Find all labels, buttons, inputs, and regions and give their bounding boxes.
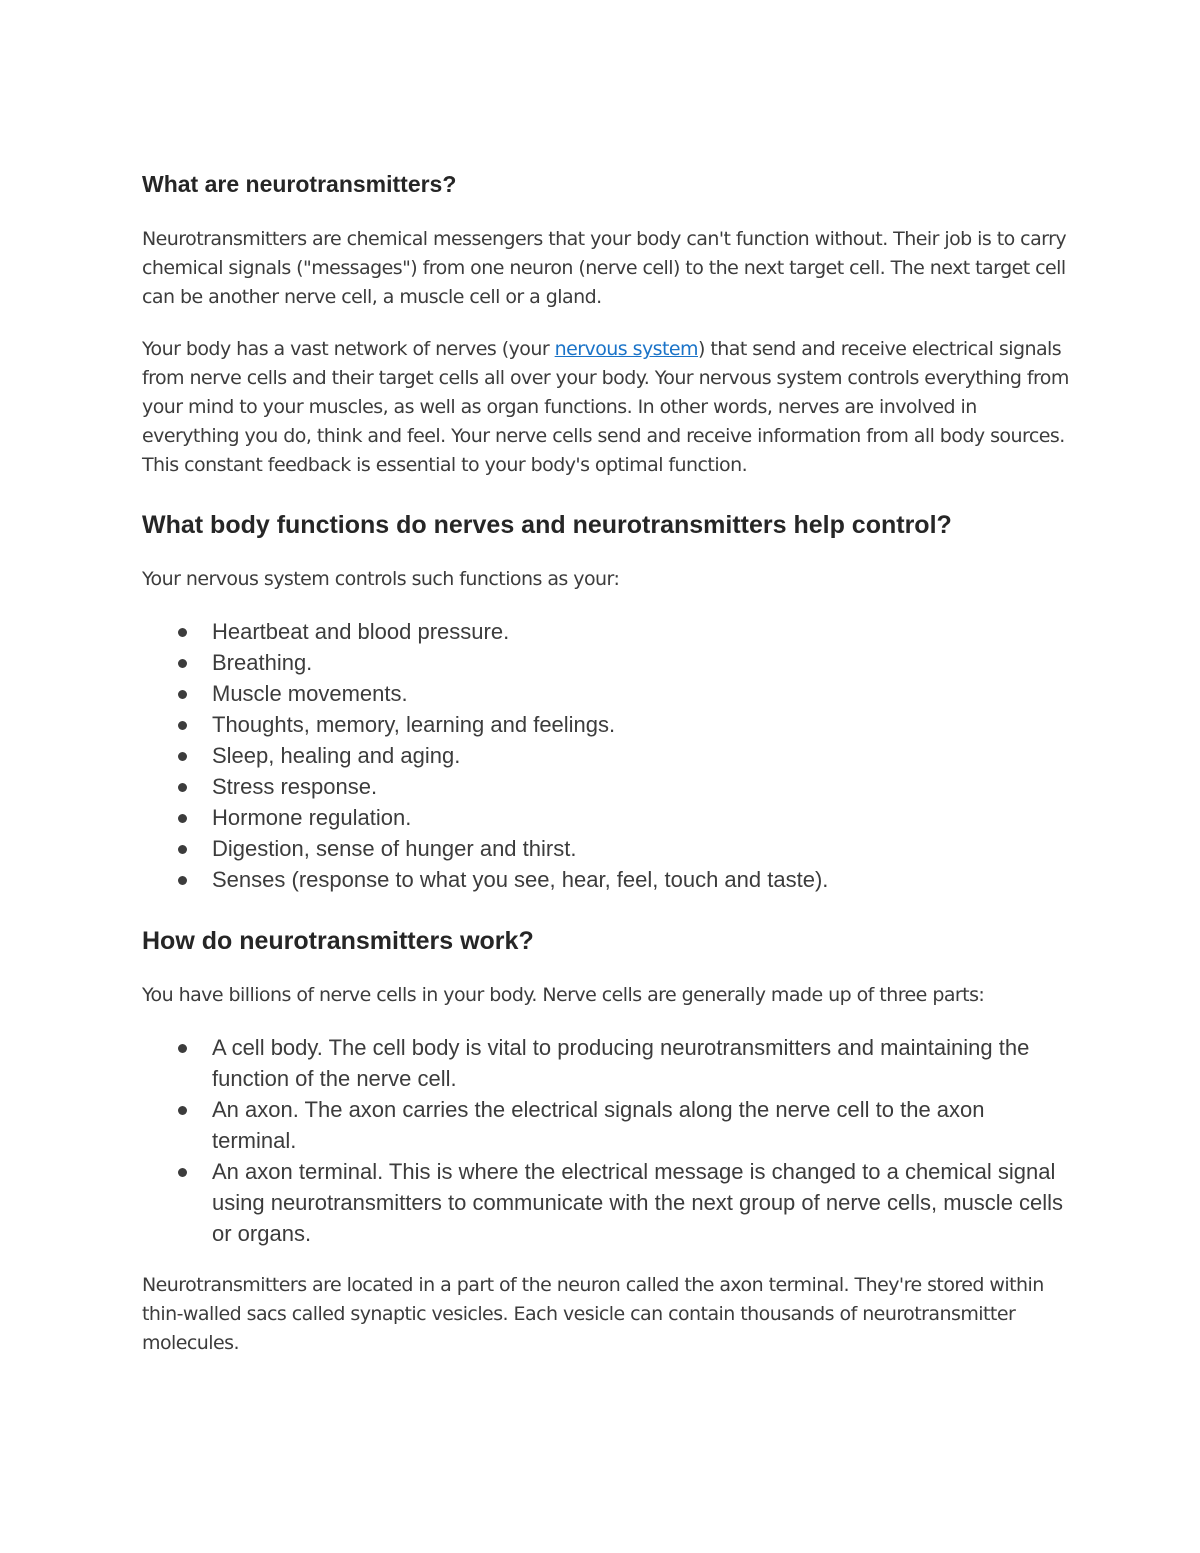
paragraph-definition: Neurotransmitters are chemical messengers that your body can't function without. Their job is to carry chemical signals ("messages") from one neuron (nerve cell) to the next target cell. The next target cell can be another nerve cell, a muscle cell or a gland. [142, 228, 1067, 308]
list-item [142, 802, 1072, 833]
bullet-icon [178, 659, 187, 668]
list-item [142, 771, 1072, 802]
paragraph-nervous-system [142, 335, 1072, 479]
list-item [142, 864, 1072, 895]
list-item-text: An axon terminal. This is where the electrical message is changed to a chemical signal using neurotransmitters to communicate with the next group of nerve cells, muscle cells or organs. [212, 1158, 1064, 1246]
heading-what-are-neurotransmitters: What are neurotransmitters? [142, 171, 457, 197]
list-item [142, 833, 1072, 864]
heading-body-functions: What body functions do nerves and neurotransmitters help control? [142, 511, 952, 540]
list-item [142, 1094, 1072, 1156]
nervous-system-link[interactable]: nervous system [554, 338, 698, 361]
bullet-icon [178, 721, 187, 730]
paragraph-text: ) that send and receive electrical signals from nerve cells and their target cells all over your body. Your nervous system controls everything from your mind to your muscles, as well as organ functions. In other words, nerves are involved in everything you do, think and feel. Your nerve cells send and receive information from all body sources. This constant feedback is essential to your body's optimal function. [142, 338, 1069, 476]
bullet-icon [178, 876, 187, 885]
nerve-parts-list [142, 1032, 1072, 1249]
bullet-icon [178, 783, 187, 792]
bullet-icon [178, 628, 187, 637]
paragraph-axon-terminal: Neurotransmitters are located in a part of the neuron called the axon terminal. They're stored within thin-walled sacs called synaptic vesicles. Each vesicle can contain thousands of neurotransmitter molecules. [142, 1273, 1044, 1354]
list-item-text: Senses (response to what you see, hear, feel, touch and taste). [212, 867, 829, 893]
document-page [142, 167, 1072, 1357]
list-item [142, 647, 1072, 678]
list-item [142, 740, 1072, 771]
list-item-text: Stress response. [212, 774, 378, 800]
list-item-text: Sleep, healing and aging. [212, 743, 461, 769]
list-item-text: Heartbeat and blood pressure. [212, 619, 510, 645]
paragraph-functions-intro: Your nervous system controls such functions as your: [142, 568, 620, 591]
list-item-text: Digestion, sense of hunger and thirst. [212, 836, 577, 862]
heading-how-work: How do neurotransmitters work? [142, 927, 534, 956]
list-item [142, 616, 1072, 647]
list-item [142, 709, 1072, 740]
list-item-text: Thoughts, memory, learning and feelings. [212, 712, 616, 738]
list-item [142, 1156, 1072, 1249]
list-item-text: Muscle movements. [212, 681, 408, 707]
bullet-icon [178, 845, 187, 854]
list-item-text: A cell body. The cell body is vital to producing neurotransmitters and maintaining the function of the nerve cell. [212, 1034, 1030, 1091]
bullet-icon [178, 1106, 187, 1115]
list-item-text: Breathing. [212, 650, 313, 676]
list-item [142, 1032, 1072, 1094]
bullet-icon [178, 690, 187, 699]
paragraph-nerve-parts-intro: You have billions of nerve cells in your body. Nerve cells are generally made up of three parts: [142, 984, 985, 1007]
paragraph-text: Your body has a vast network of nerves (your [142, 338, 555, 361]
list-item [142, 678, 1072, 709]
bullet-icon [178, 814, 187, 823]
bullet-icon [178, 1168, 187, 1177]
list-item-text: Hormone regulation. [212, 805, 412, 831]
list-item-text: An axon. The axon carries the electrical signals along the nerve cell to the axon terminal. [212, 1096, 985, 1153]
bullet-icon [178, 752, 187, 761]
bullet-icon [178, 1044, 187, 1053]
functions-list [142, 616, 1072, 895]
